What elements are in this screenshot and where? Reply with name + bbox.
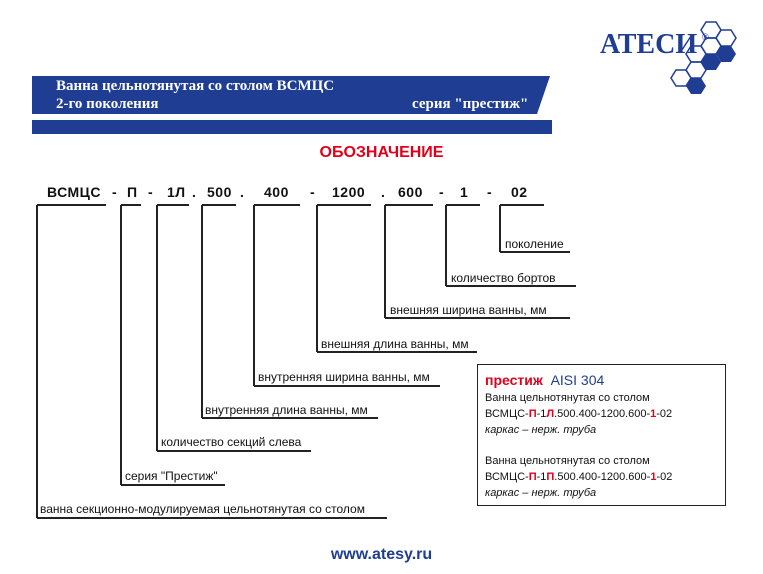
label-generation: поколение xyxy=(505,237,564,251)
code-segment: 1 xyxy=(650,408,657,420)
code-segment: -02 xyxy=(656,408,673,420)
code-part-inner-length: 500 xyxy=(207,184,232,200)
code-segment: П xyxy=(528,408,537,420)
code-segment: 1 xyxy=(650,471,657,483)
info-entry-2-desc: Ванна цельнотянутая со столом xyxy=(485,455,650,467)
info-box-series-name: престиж xyxy=(485,372,543,388)
code-separator: - xyxy=(310,184,316,200)
code-part-sections: 1Л xyxy=(167,184,186,200)
code-segment: -1 xyxy=(536,471,547,483)
logo-mark: ® xyxy=(702,32,709,42)
label-sections-left: количество секций слева xyxy=(161,435,302,449)
info-entry-1-code xyxy=(485,406,718,422)
label-inner-width: внутренняя ширина ванны, мм xyxy=(258,370,430,384)
website-link[interactable]: www.atesy.ru xyxy=(330,546,433,563)
code-segment: -1 xyxy=(536,408,547,420)
code-part-inner-width: 400 xyxy=(264,184,289,200)
code-separator: . xyxy=(381,184,386,200)
code-segment: ВСМЦС- xyxy=(485,408,529,420)
banner-series: серия "престиж" xyxy=(412,96,529,112)
info-entry-2-code xyxy=(485,469,718,485)
logo-text: АТЕСИ xyxy=(600,29,698,60)
banner-title-line2: 2-го поколения xyxy=(56,96,159,112)
prestige-info-box xyxy=(477,364,726,506)
code-part-generation: 02 xyxy=(511,184,528,200)
code-part-series: П xyxy=(127,184,138,200)
label-inner-length: внутренняя длина ванны, мм xyxy=(205,403,368,417)
info-box-header xyxy=(485,371,718,389)
info-entry-1-frame: каркас – нерж. труба xyxy=(485,424,597,436)
banner-title-line1: Ванна цельнотянутая со столом ВСМЦС xyxy=(56,78,335,94)
label-sides-count: количество бортов xyxy=(451,271,556,285)
code-segment: .500.400-1200.600- xyxy=(554,408,651,420)
code-separator: - xyxy=(148,184,154,200)
code-segment: Л xyxy=(546,408,555,420)
code-separator: - xyxy=(439,184,445,200)
info-entry-1-desc: Ванна цельнотянутая со столом xyxy=(485,392,650,404)
code-part-sides: 1 xyxy=(460,184,469,200)
code-part-outer-width: 600 xyxy=(398,184,423,200)
code-segment: П xyxy=(528,471,537,483)
code-separator: . xyxy=(192,184,197,200)
label-outer-length: внешняя длина ванны, мм xyxy=(321,337,469,351)
label-series: серия "Престиж" xyxy=(125,469,218,483)
code-separator: . xyxy=(240,184,245,200)
code-segment: .500.400-1200.600- xyxy=(554,471,651,483)
code-part-vsmcs: ВСМЦС xyxy=(47,184,102,200)
code-segment: -02 xyxy=(656,471,673,483)
code-segment: П xyxy=(546,471,555,483)
code-separator: - xyxy=(112,184,118,200)
section-title: ОБОЗНАЧЕНИЕ xyxy=(319,144,444,161)
code-segment: ВСМЦС- xyxy=(485,471,529,483)
code-separator: - xyxy=(487,184,493,200)
info-entry-2-frame: каркас – нерж. труба xyxy=(485,487,597,499)
label-outer-width: внешняя ширина ванны, мм xyxy=(390,303,547,317)
info-box-steel: AISI 304 xyxy=(550,372,605,388)
label-bath-type: ванна секционно-модулируемая цельнотянутая со столом xyxy=(40,502,365,516)
code-part-outer-length: 1200 xyxy=(332,184,366,200)
